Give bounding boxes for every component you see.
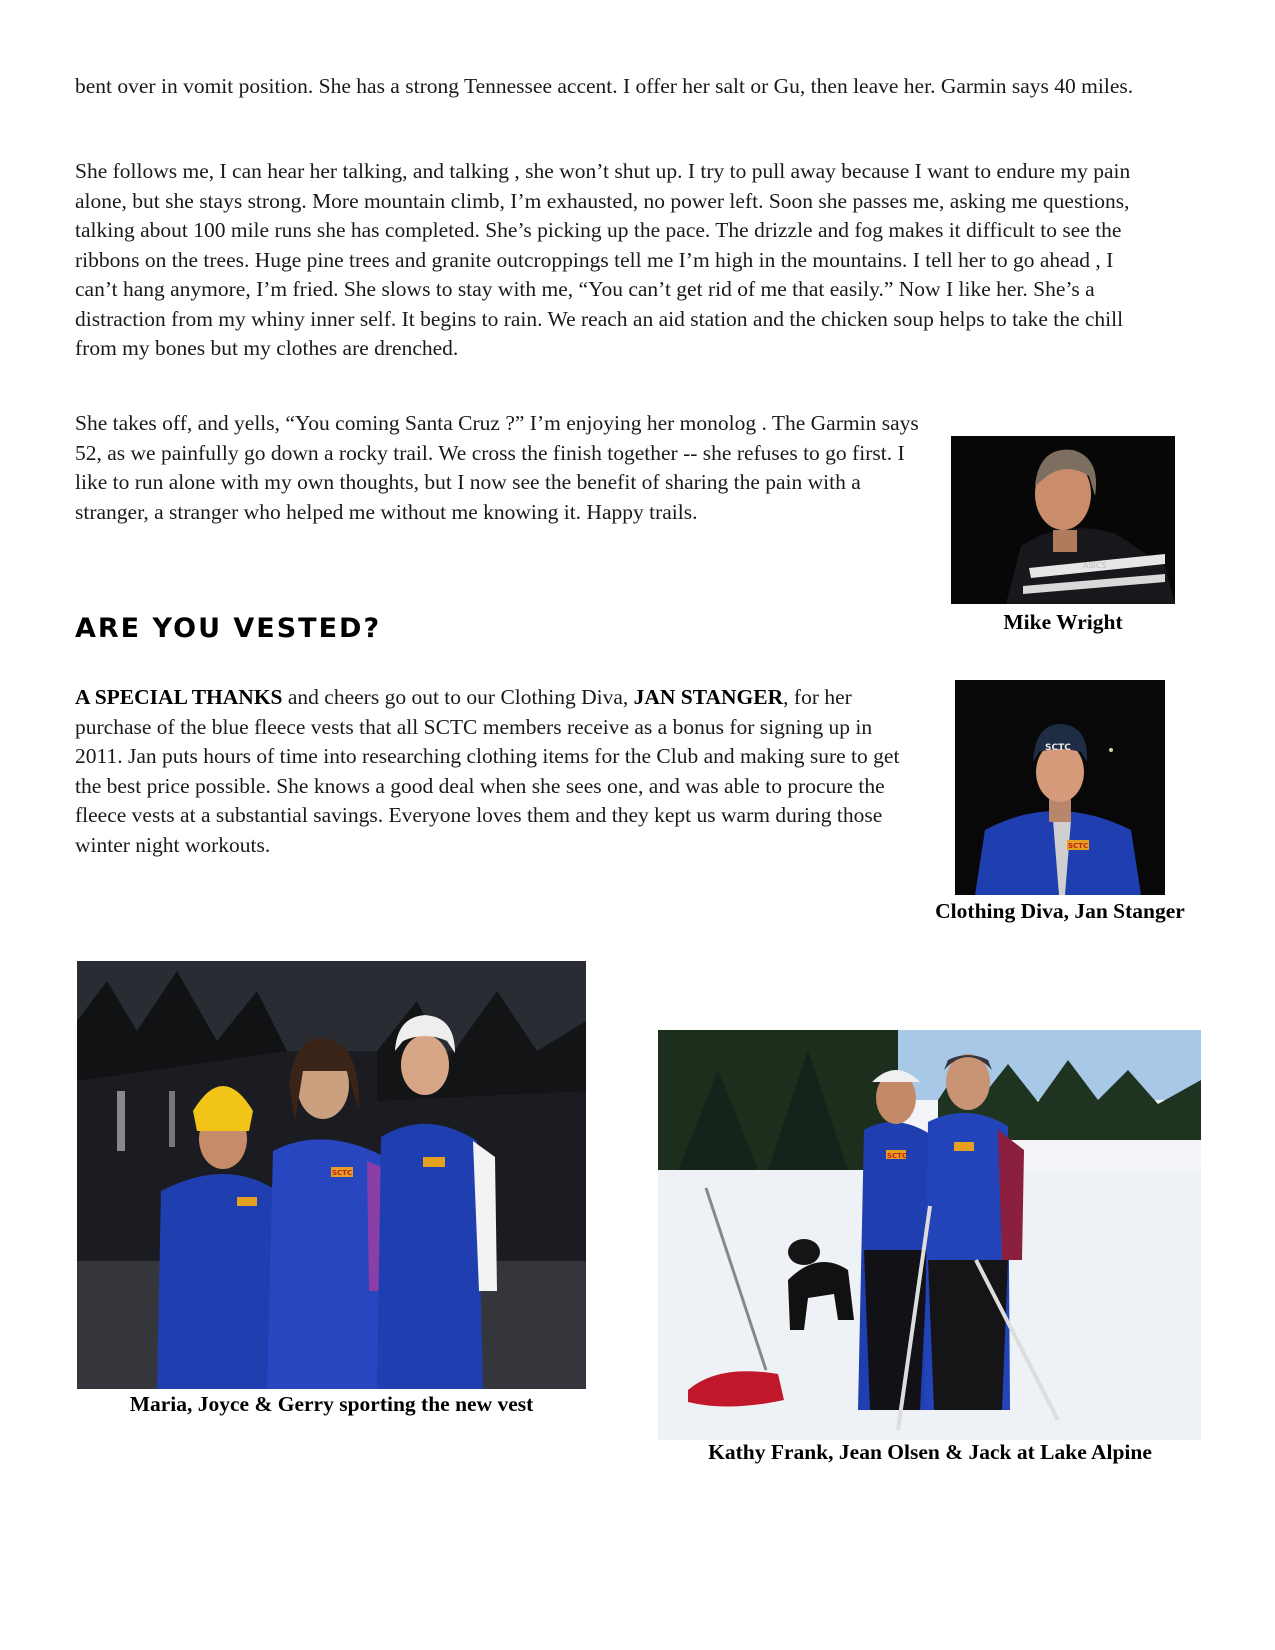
mike-shirt-logo: ASICS xyxy=(1083,561,1107,570)
vested-text-b: , for her purchase of the blue fleece vests that all SCTC members receive as a bonus for signing up in 2011. Jan puts hours of time into researching clothing items for the Club and making sure to get the best price possible. She knows a good deal when she sees one, and was able to procure the fleece vests at a substantial savings. Everyone loves them and they kept us warm during those winter night workouts. xyxy=(75,685,900,857)
trio-vest-photo xyxy=(77,961,586,1389)
trio-vest-text: SCTC xyxy=(332,1169,353,1177)
jan-stanger-photo xyxy=(955,680,1165,895)
lake-alpine-caption: Kathy Frank, Jean Olsen & Jack at Lake Alpine xyxy=(708,1440,1152,1464)
section-heading: ARE YOU VESTED? xyxy=(75,613,382,644)
story-paragraph-2: She follows me, I can hear her talking, and talking , she won’t shut up. I try to pull away because I want to endure my pain alone, but she stays strong. More mountain climb, I’m exhausted, no power left. Soon she passes me, asking me questions, talking about 100 mile runs she has completed. She’s picking up the pace. The drizzle and fog makes it difficult to see the ribbons on the trees. Huge pine trees and granite outcroppings tell me I’m high in the mountains. I tell her to go ahead , I can’t hang anymore, I’m fried. She slows to stay with me, “You can’t get rid of me that easily.” Now I like her. She’s a distraction from my whiny inner self. It begins to rain. We reach an aid station and the chicken soup helps to take the chill from my bones but my clothes are drenched. xyxy=(75,159,1131,360)
trio-vest-caption: Maria, Joyce & Gerry sporting the new vest xyxy=(129,1392,534,1416)
mike-wright-photo xyxy=(951,436,1175,604)
jan-stanger-caption: Clothing Diva, Jan Stanger xyxy=(935,899,1185,923)
special-thanks-lead: A SPECIAL THANKS xyxy=(75,685,283,709)
story-paragraph-1: bent over in vomit position. She has a strong Tennessee accent. I offer her salt or Gu, then leave her. Garmin says 40 miles. xyxy=(75,74,1134,98)
vested-text-a: and cheers go out to our Clothing Diva, xyxy=(282,685,634,709)
alpine-vest-text: SCTC xyxy=(887,1152,908,1160)
jan-vest-text: SCTC xyxy=(1068,842,1089,850)
jan-stanger-name: JAN STANGER xyxy=(633,685,784,709)
mike-wright-caption: Mike Wright xyxy=(1003,610,1123,634)
vested-paragraph xyxy=(75,683,900,860)
story-paragraph-3: She takes off, and yells, “You coming Santa Cruz ?” I’m enjoying her monolog . The Garmin says 52, as we painfully go down a rocky trail. We cross the finish together -- she refuses to go first. I like to run alone with my own thoughts, but I now see the benefit of sharing the pain with a stranger, a stranger who helped me without me knowing it. Happy trails. xyxy=(75,411,919,524)
jan-hat-text: SCTC xyxy=(1045,743,1071,753)
lake-alpine-photo xyxy=(658,1030,1201,1440)
